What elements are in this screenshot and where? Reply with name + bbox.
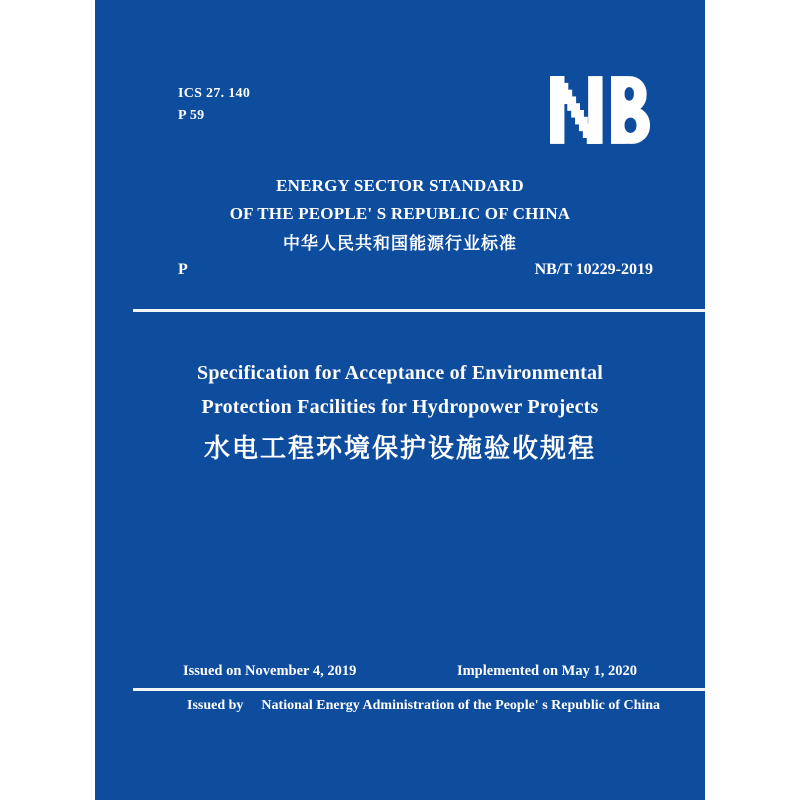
classification-code: P 59	[178, 108, 205, 123]
dates-row	[183, 663, 637, 680]
divider-top	[133, 309, 705, 312]
title-cn: 水电工程环境保护设施验收规程	[203, 434, 596, 463]
nb-logo-icon	[550, 72, 650, 148]
org-line-1: ENERGY SECTOR STANDARD	[276, 176, 524, 195]
standard-header	[95, 172, 705, 257]
org-line-2: OF THE PEOPLE' S REPUBLIC OF CHINA	[229, 204, 571, 223]
standard-number: NB/T 10229-2019	[534, 261, 653, 278]
org-line-cn: 中华人民共和国能源行业标准	[283, 234, 517, 253]
title-en-line2: Protection Facilities for Hydropower Projects	[201, 396, 599, 418]
standard-number-row	[178, 261, 653, 279]
book-cover	[95, 0, 705, 800]
ics-code: ICS 27. 140	[178, 86, 251, 101]
implemented-date: Implemented on May 1, 2020	[456, 663, 637, 679]
doc-class-letter: P	[178, 261, 188, 278]
ics-block	[178, 83, 250, 127]
issued-date: Issued on November 4, 2019	[183, 663, 357, 679]
issued-by-row	[187, 698, 685, 714]
title-en-line1: Specification for Acceptance of Environmental	[197, 362, 603, 384]
title-block	[95, 356, 705, 466]
issued-by-label: Issued by	[187, 698, 244, 713]
divider-bottom	[133, 688, 705, 691]
issued-by-value: National Energy Administration of the People' s Republic of China	[261, 698, 661, 713]
